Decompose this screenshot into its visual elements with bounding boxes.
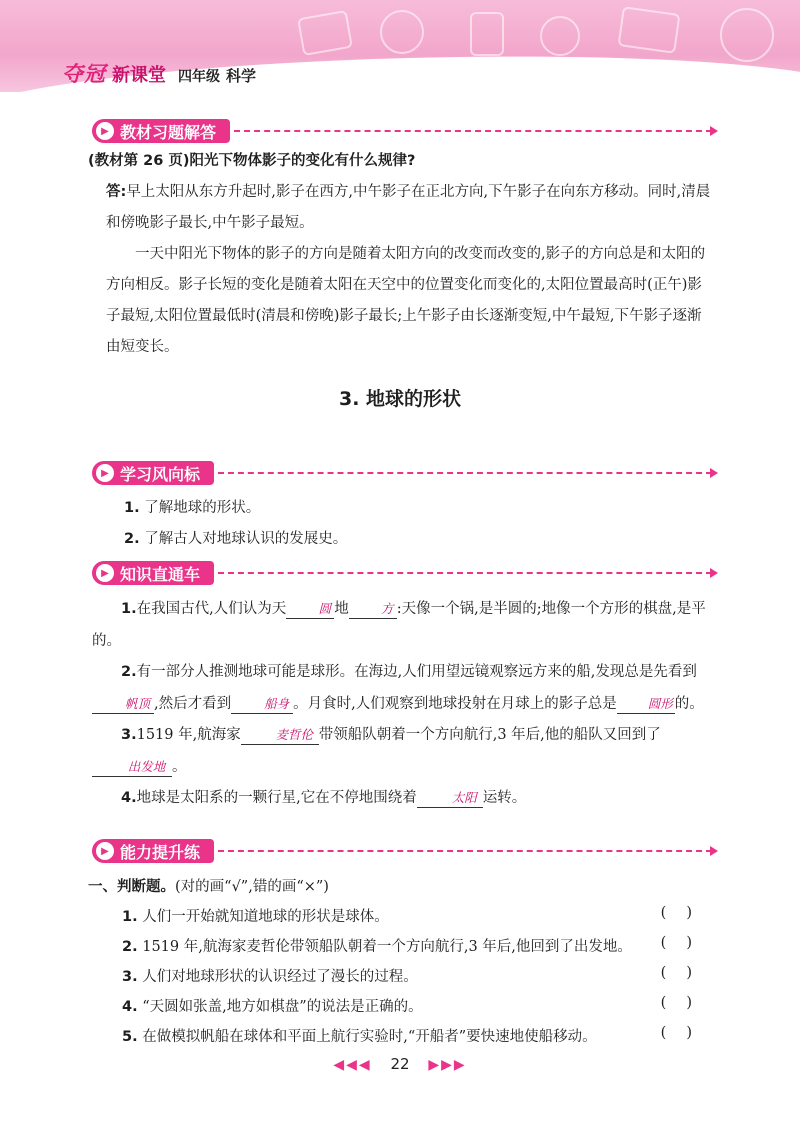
goal-item [124, 524, 714, 555]
answer-p2: 一天中阳光下物体的影子的方向是随着太阳方向的改变而改变的,影子的方向总是和太阳的方向相反。影子长短的变化是随着太阳在天空中的位置变化而变化的,太阳位置最高时(正午)影子最短,太阳位置最低时(清晨和傍晚)影子最长;上午影子由长逐渐变短,中午最短,下午影子逐渐由短变长。 [106, 246, 706, 355]
part-hint: (对的画“√”,错的画“×”) [175, 879, 329, 895]
section-title: 能力提升练 [120, 842, 201, 862]
item-text: 带领船队朝着一个方向航行,3 年后,他的船队又回到了 [318, 727, 661, 743]
tf-item [122, 905, 712, 926]
item-text: 了解地球的形状。 [144, 500, 261, 516]
brand [62, 58, 256, 88]
item-text: 在做模拟帆船在球体和平面上航行实验时,“开船者”要快速地使船移动。 [142, 1029, 597, 1045]
textbook-question: (教材第 26 页)阳光下物体影子的变化有什么规律? [88, 153, 416, 169]
grade-label: 四年级 [178, 69, 220, 85]
knowledge-item [92, 657, 714, 720]
subject-label: 科学 [226, 67, 257, 85]
section-goals-header [92, 460, 712, 486]
section-tag [92, 839, 214, 863]
dashed-divider [218, 850, 712, 852]
textbook-answer [88, 177, 714, 239]
section-knowledge-header [92, 560, 712, 586]
brand-logo-sub: 新课堂 [112, 65, 166, 86]
tf-item [122, 965, 712, 986]
knowledge-item [92, 720, 714, 783]
item-number: 1. [122, 909, 138, 925]
answer-blank[interactable]: 圆形 [617, 695, 675, 714]
play-icon: ▶ [96, 564, 114, 582]
item-number: 3. [122, 969, 138, 985]
section-tag [92, 461, 214, 485]
page-footer [0, 1055, 800, 1073]
dashed-divider [218, 572, 712, 574]
item-number: 4. [122, 999, 138, 1015]
part-title: 一、判断题。 [88, 879, 175, 895]
item-text: 的。 [674, 695, 704, 712]
item-number: 1. [121, 601, 137, 617]
book-doodle-icon [297, 10, 353, 56]
play-icon: ▶ [96, 464, 114, 482]
section-ability-header [92, 838, 712, 864]
globe-doodle-icon [380, 10, 424, 54]
page-number: 22 [390, 1055, 410, 1073]
section-title: 学习风向标 [120, 464, 201, 484]
section-textbook-header [92, 118, 712, 144]
section-tag [92, 561, 214, 585]
answer-paren[interactable]: () [660, 995, 712, 1011]
right-arrows-icon: ▶▶▶ [428, 1057, 467, 1073]
play-icon: ▶ [96, 842, 114, 860]
tf-item [122, 1025, 712, 1046]
answer-blank[interactable]: 太阳 [417, 789, 483, 808]
item-number: 2. [122, 939, 138, 955]
answer-paren[interactable]: () [660, 1025, 712, 1041]
item-text: 了解古人对地球认识的发展史。 [144, 531, 348, 547]
item-number: 5. [122, 1029, 138, 1045]
item-text: 地 [334, 601, 349, 617]
item-text: :天像一个锅,是半圆的;地像一个方形的棋盘,是平的。 [92, 601, 706, 649]
item-number: 3. [121, 727, 137, 743]
item-text: 人们对地球形状的认识经过了漫长的过程。 [142, 969, 418, 985]
answer-p1: 早上太阳从东方升起时,影子在西方,中午影子在正北方向,下午影子在向东方移动。同时,清晨和傍晚影子最长,中午影子最短。 [106, 184, 711, 231]
section-title: 知识直通车 [120, 564, 201, 584]
item-text: 人们一开始就知道地球的形状是球体。 [142, 909, 389, 925]
answer-blank[interactable]: 帆顶 [92, 695, 154, 714]
brand-logo: 夺冠 [62, 62, 106, 86]
answer-blank[interactable]: 麦哲伦 [241, 726, 319, 745]
ball-doodle-icon [720, 8, 774, 62]
answer-paren[interactable]: () [660, 935, 712, 951]
section-tag [92, 119, 230, 143]
knowledge-item [92, 783, 714, 815]
section-title: 教材习题解答 [120, 122, 217, 142]
item-text: “天圆如张盖,地方如棋盘”的说法是正确的。 [142, 999, 423, 1015]
knowledge-item [92, 594, 714, 657]
play-icon: ▶ [96, 122, 114, 140]
answer-label: 答: [106, 184, 127, 200]
item-number: 2. [124, 531, 140, 547]
answer-paren[interactable]: () [660, 965, 712, 981]
item-text: 。月食时,人们观察到地球投射在月球上的影子总是 [293, 695, 617, 712]
answer-blank[interactable]: 方 [349, 600, 397, 619]
answer-blank[interactable]: 出发地 [92, 758, 172, 777]
answer-blank[interactable]: 圆 [286, 600, 334, 619]
item-number: 1. [124, 500, 140, 516]
item-text: 1519 年,航海家麦哲伦带领船队朝着一个方向航行,3 年后,他回到了出发地。 [142, 939, 632, 955]
item-text: 。 [172, 758, 187, 775]
dashed-divider [218, 472, 712, 474]
clock-doodle-icon [540, 16, 580, 56]
left-arrows-icon: ◀◀◀ [333, 1057, 372, 1073]
answer-blank[interactable]: 船身 [231, 695, 293, 714]
goals-list [124, 493, 714, 555]
knowledge-list [92, 594, 714, 815]
bag-doodle-icon [470, 12, 504, 56]
goal-item [124, 493, 714, 524]
item-text: 地球是太阳系的一颗行星,它在不停地围绕着 [136, 790, 417, 806]
item-number: 2. [121, 664, 137, 680]
dashed-divider [234, 130, 712, 132]
answer-paren[interactable]: () [660, 905, 712, 921]
item-text: ,然后才看到 [154, 695, 232, 712]
item-text: 在我国古代,人们认为天 [136, 601, 287, 617]
item-number: 4. [121, 790, 137, 806]
chapter-title: 3. 地球的形状 [338, 388, 462, 410]
open-book-doodle-icon [617, 6, 680, 54]
tf-item [122, 995, 712, 1016]
textbook-block [88, 146, 714, 363]
tf-item [122, 935, 712, 956]
item-text: 有一部分人推测地球可能是球形。在海边,人们用望远镜观察远方来的船,发现总是先看到 [136, 664, 697, 680]
item-text: 运转。 [482, 790, 527, 806]
item-text: 1519 年,航海家 [136, 727, 241, 743]
tf-part-title [88, 872, 708, 903]
